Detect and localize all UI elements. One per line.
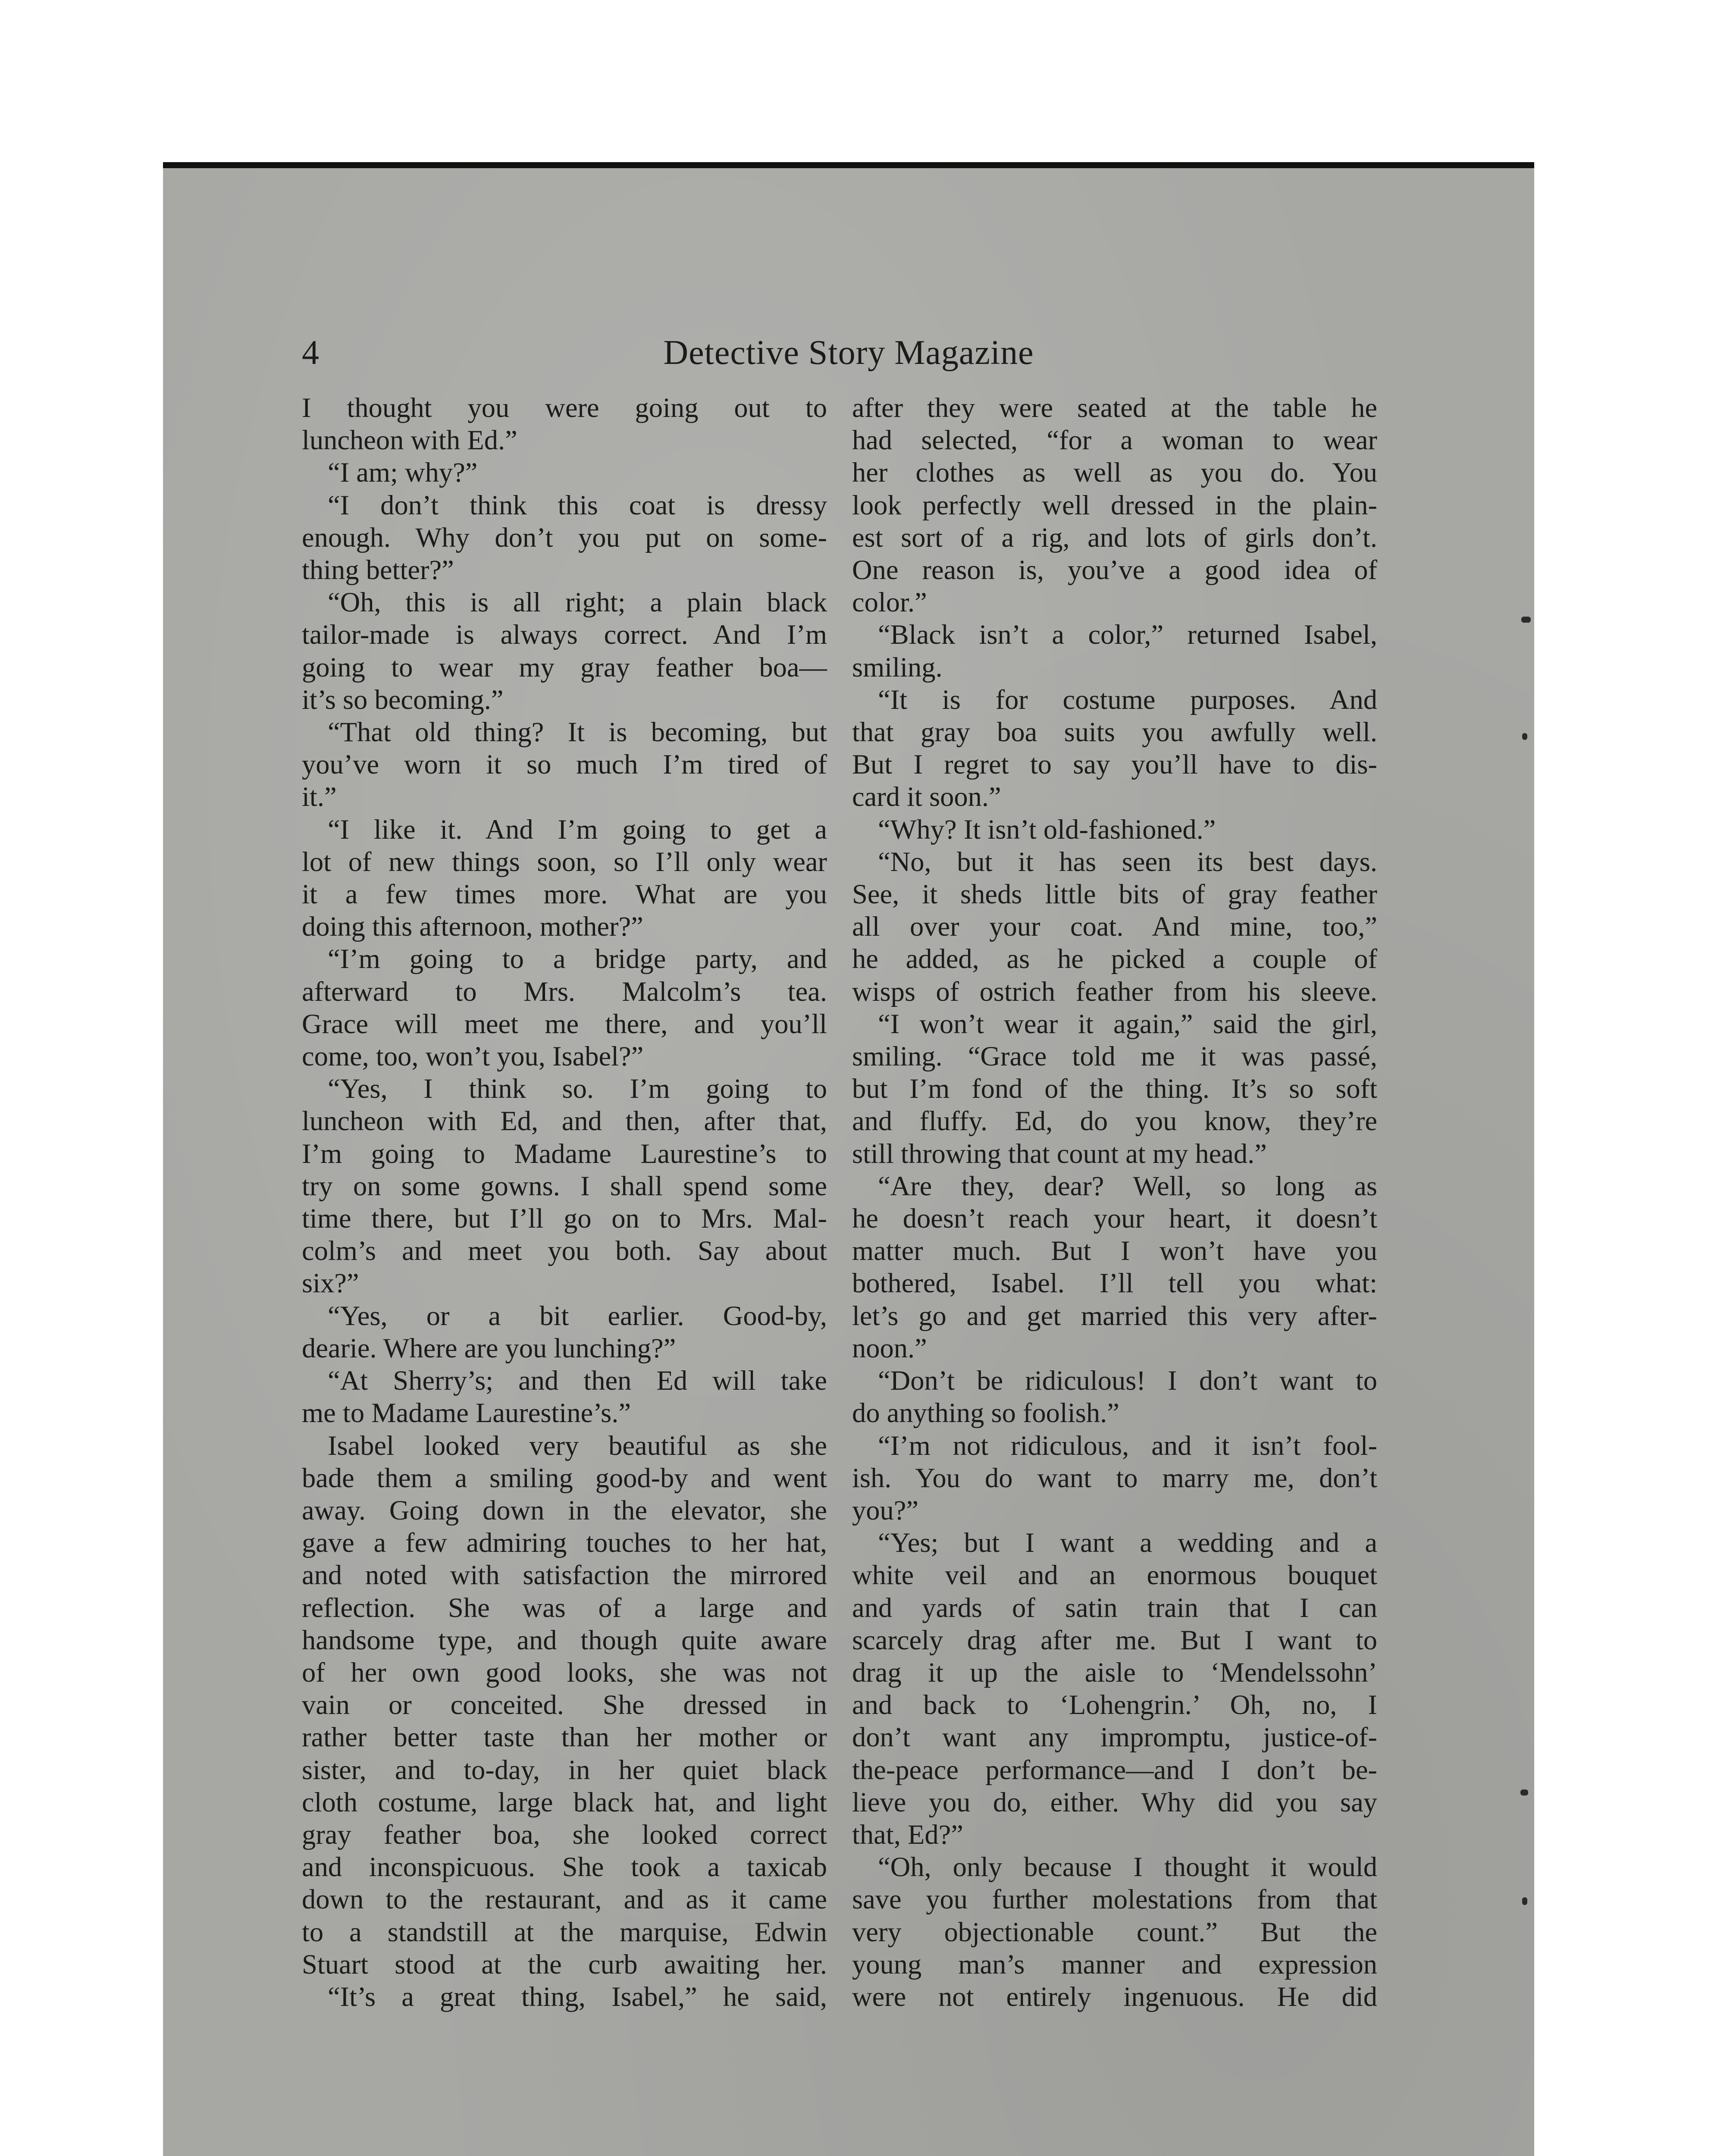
text-line: “I like it. And I’m going to get a	[328, 814, 827, 845]
text-line: vain or conceited. She dressed in	[302, 1689, 827, 1720]
text-line: est sort of a rig, and lots of girls don’t.	[852, 522, 1377, 553]
text-line: still throwing that count at my head.”	[852, 1138, 1267, 1169]
text-line: and noted with satisfaction the mirrored	[302, 1560, 827, 1591]
text-line: noon.”	[852, 1332, 927, 1363]
text-line: let’s go and get married this very after-	[852, 1300, 1377, 1331]
text-line: “I am; why?”	[328, 457, 478, 488]
text-line: bothered, Isabel. I’ll tell you what:	[852, 1268, 1377, 1299]
text-line: “Why? It isn’t old-fashioned.”	[878, 814, 1216, 845]
text-line: Isabel looked very beautiful as she	[328, 1430, 827, 1461]
text-line: time there, but I’ll go on to Mrs. Mal-	[302, 1203, 827, 1234]
page-number: 4	[302, 334, 319, 372]
text-line: after they were seated at the table he	[852, 392, 1377, 423]
text-line: rather better taste than her mother or	[302, 1722, 827, 1753]
text-line: handsome type, and though quite aware	[302, 1624, 827, 1655]
text-line: lieve you do, either. Why did you say	[852, 1786, 1377, 1818]
text-line: tailor-made is always correct. And I’m	[302, 619, 827, 650]
text-line: “I’m not ridiculous, and it isn’t fool-	[878, 1430, 1377, 1461]
text-line: “Oh, this is all right; a plain black	[328, 587, 827, 618]
text-line: Grace will meet me there, and you’ll	[302, 1008, 827, 1039]
text-line: you?”	[852, 1495, 919, 1526]
text-line: gave a few admiring touches to her hat,	[302, 1527, 827, 1558]
text-line: But I regret to say you’ll have to dis-	[852, 749, 1377, 780]
text-line: white veil and an enormous bouquet	[852, 1560, 1377, 1591]
text-line: very objectionable count.” But the	[852, 1916, 1377, 1947]
text-line: “Black isn’t a color,” returned Isabel,	[878, 619, 1377, 650]
scan-speck	[1522, 1897, 1527, 1905]
text-line: See, it sheds little bits of gray feather	[852, 879, 1377, 910]
text-line: afterward to Mrs. Malcolm’s tea.	[302, 976, 827, 1007]
text-line: “At Sherry’s; and then Ed will take	[328, 1365, 827, 1396]
text-line: color.”	[852, 587, 927, 618]
text-line: it’s so becoming.”	[302, 684, 504, 715]
text-line: it.”	[302, 781, 337, 812]
text-line: that, Ed?”	[852, 1819, 963, 1850]
text-line: matter much. But I won’t have you	[852, 1235, 1377, 1266]
text-line: I thought you were going out to	[302, 392, 827, 423]
text-line: “I won’t wear it again,” said the girl,	[878, 1008, 1377, 1039]
text-column-left	[302, 392, 827, 2013]
text-line: you’ve worn it so much I’m tired of	[302, 749, 827, 780]
text-line: don’t want any impromptu, justice-of-	[852, 1722, 1377, 1753]
text-line: “I don’t think this coat is dressy	[328, 489, 827, 520]
scan-speck	[1522, 733, 1527, 740]
text-line: doing this afternoon, mother?”	[302, 911, 643, 942]
text-line: colm’s and meet you both. Say about	[302, 1235, 827, 1266]
text-line: reflection. She was of a large and	[302, 1592, 827, 1623]
scan-speck	[1520, 1789, 1528, 1796]
text-line: look perfectly well dressed in the plain-	[852, 489, 1377, 520]
text-line: “It’s a great thing, Isabel,” he said,	[328, 1981, 827, 2012]
text-line: six?”	[302, 1268, 359, 1299]
text-line: luncheon with Ed, and then, after that,	[302, 1106, 827, 1137]
text-line: bade them a smiling good-by and went	[302, 1462, 827, 1493]
text-line: me to Madame Laurestine’s.”	[302, 1398, 631, 1429]
text-line: her clothes as well as you do. You	[852, 457, 1377, 488]
text-line: he doesn’t reach your heart, it doesn’t	[852, 1203, 1377, 1234]
text-line: lot of new things soon, so I’ll only wear	[302, 846, 827, 877]
text-line: going to wear my gray feather boa—	[302, 652, 827, 683]
text-line: he added, as he picked a couple of	[852, 943, 1377, 975]
text-line: away. Going down in the elevator, she	[302, 1495, 827, 1526]
running-title: Detective Story Magazine	[663, 334, 1034, 372]
text-line: “It is for costume purposes. And	[878, 684, 1377, 715]
text-line: “Are they, dear? Well, so long as	[878, 1170, 1377, 1201]
text-line: do anything so foolish.”	[852, 1398, 1119, 1429]
text-line: “I’m going to a bridge party, and	[328, 943, 827, 975]
page-header	[302, 327, 1395, 379]
text-line: “Don’t be ridiculous! I don’t want to	[878, 1365, 1377, 1396]
text-line: and inconspicuous. She took a taxicab	[302, 1852, 827, 1883]
text-line: and back to ‘Lohengrin.’ Oh, no, I	[852, 1689, 1377, 1720]
text-line: One reason is, you’ve a good idea of	[852, 555, 1377, 586]
text-line: enough. Why don’t you put on some-	[302, 522, 827, 553]
text-line: wisps of ostrich feather from his sleeve.	[852, 976, 1377, 1007]
text-line: come, too, won’t you, Isabel?”	[302, 1041, 644, 1072]
text-line: “Yes, or a bit earlier. Good-by,	[328, 1300, 827, 1331]
text-line: all over your coat. And mine, too,”	[852, 911, 1377, 942]
text-line: cloth costume, large black hat, and light	[302, 1786, 827, 1818]
text-line: “That old thing? It is becoming, but	[328, 717, 827, 748]
text-line: that gray boa suits you awfully well.	[852, 717, 1377, 748]
text-line: smiling.	[852, 652, 943, 683]
text-line: ish. You do want to marry me, don’t	[852, 1462, 1377, 1493]
magazine-page	[163, 168, 1534, 2156]
text-line: dearie. Where are you lunching?”	[302, 1332, 676, 1363]
text-line: to a standstill at the marquise, Edwin	[302, 1916, 827, 1947]
text-line: it a few times more. What are you	[302, 879, 827, 910]
text-line: drag it up the aisle to ‘Mendelssohn’	[852, 1657, 1377, 1688]
text-line: smiling. “Grace told me it was passé,	[852, 1041, 1377, 1072]
text-line: sister, and to-day, in her quiet black	[302, 1754, 827, 1785]
text-line: “No, but it has seen its best days.	[878, 846, 1377, 877]
text-line: gray feather boa, she looked correct	[302, 1819, 827, 1850]
text-line: save you further molestations from that	[852, 1884, 1377, 1915]
text-line: I’m going to Madame Laurestine’s to	[302, 1138, 827, 1169]
text-line: and yards of satin train that I can	[852, 1592, 1377, 1623]
text-line: Stuart stood at the curb awaiting her.	[302, 1949, 827, 1980]
text-line: down to the restaurant, and as it came	[302, 1884, 827, 1915]
text-line: were not entirely ingenuous. He did	[852, 1981, 1377, 2012]
text-line: card it soon.”	[852, 781, 1001, 812]
text-line: try on some gowns. I shall spend some	[302, 1170, 827, 1201]
text-line: luncheon with Ed.”	[302, 425, 517, 456]
text-line: “Yes; but I want a wedding and a	[878, 1527, 1377, 1558]
text-line: “Oh, only because I thought it would	[878, 1852, 1377, 1883]
text-line: thing better?”	[302, 555, 454, 586]
text-column-right	[852, 392, 1377, 2013]
text-line: young man’s manner and expression	[852, 1949, 1377, 1980]
scan-top-edge	[163, 162, 1534, 168]
text-line: and fluffy. Ed, do you know, they’re	[852, 1106, 1377, 1137]
text-line: scarcely drag after me. But I want to	[852, 1624, 1377, 1655]
text-line: of her own good looks, she was not	[302, 1657, 827, 1688]
text-line: the-peace performance—and I don’t be-	[852, 1754, 1377, 1785]
text-line: but I’m fond of the thing. It’s so soft	[852, 1073, 1377, 1104]
text-line: had selected, “for a woman to wear	[852, 425, 1377, 456]
text-line: “Yes, I think so. I’m going to	[328, 1073, 827, 1104]
scan-speck	[1521, 617, 1531, 623]
